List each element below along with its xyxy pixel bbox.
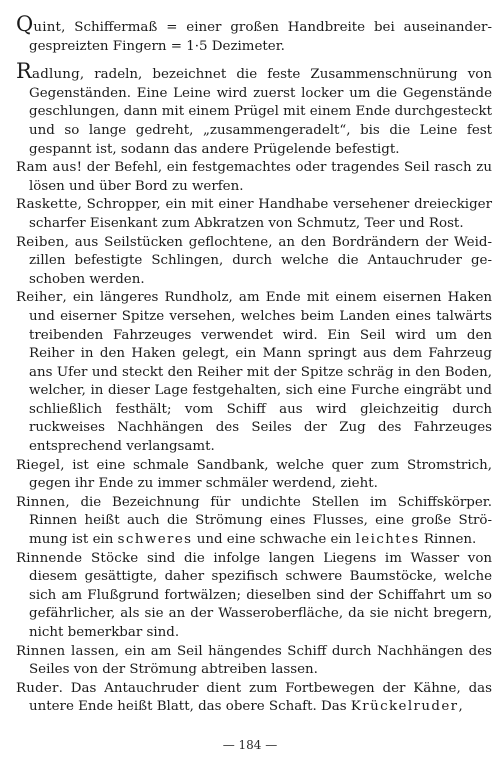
headword-rinnen: Rinnen bbox=[16, 494, 66, 510]
entry-quint: Quint, Schiffermaß = einer großen Handbreite bei auseinandergespreizten Fingern = 1·5 Dezimeter. bbox=[16, 12, 492, 54]
headword-ram-aus: Ram aus! bbox=[16, 160, 83, 176]
page-number: — 184 — bbox=[222, 738, 278, 752]
headword-raskette: Raskette bbox=[16, 197, 78, 213]
entry-ruder: Ruder. Das Antauchruder dient zum Fortbewegen der Kähne, das untere Ende heißt Blatt, das obere Schaft. Das Krückelruder, bbox=[16, 680, 492, 715]
entry-raskette: Raskette, Schropper, ein mit einer Handhabe versehener dreieckiger scharfer Eisenkant zum Abkratzen von Schmutz, Teer und Rost. bbox=[16, 197, 492, 231]
entry-ram-aus: Ram aus! der Befehl, ein festgemachtes oder tragendes Seil rasch zu lösen und über Bord zu werfen. bbox=[16, 160, 492, 194]
headword-rinnende-stoecke: Rinnende Stöcke bbox=[16, 550, 139, 566]
dictionary-page bbox=[16, 12, 493, 717]
emphasis-schweres: schweres bbox=[117, 532, 193, 548]
emphasis-leichtes: leichtes bbox=[355, 532, 420, 548]
headword-reiben: Reiben bbox=[16, 234, 65, 250]
entry-rinnen: Rinnen, die Bezeichnung für undichte Stellen im Schiffskörper. Rinnen heißt auch die Strömung eines Flusses, eine große Strömung ist ein schweres und eine schwache ein leichtes Rinnen. bbox=[16, 494, 492, 548]
headword-quint: Quint bbox=[16, 12, 62, 36]
entry-reiher: Reiher, ein längeres Rundholz, am Ende mit einem eisernen Haken und eiserner Spitze versehen, welches beim Landen eines talwärts treibenden Fahrzeuges verwendet wird. Ein Seil wird um den Reiher in den Haken gelegt, ein Mann springt aus dem Fahrzeug ans Ufer und steckt den Reiher mit der Spitze schräg in den Boden, welcher, in dieser Lage festgehalten, sich eine Furche eingräbt und schließlich festhält; vom Schiff aus wird gleichzeitig durch ruckweises Nachhängen des Seiles der Zug des Fahrzeuges entsprechend verlangsamt. bbox=[16, 290, 492, 455]
emphasis-krueckelruder: Krückelruder bbox=[350, 699, 459, 715]
headword-reiher: Reiher bbox=[16, 290, 63, 306]
headword-radlung: Radlung bbox=[16, 59, 80, 84]
entry-riegel: Riegel, ist eine schmale Sandbank, welche quer zum Stromstrich, gegen ihr Ende zu immer schmäler werdend, zieht. bbox=[16, 457, 492, 492]
headword-rinnen-lassen: Rinnen lassen bbox=[16, 643, 115, 659]
entry-radlung: Radlung, radeln, bezeichnet die feste Zusammenschnürung von Gegenständen. Eine Leine wird zuerst locker um die Gegenstände geschlungen, dann mit einem Prügel mit einem Ende durchgesteckt und so lange gedreht, „zusammengeradelt“, bis die Leine fest gespannt ist, sodann das andere Prügelende befestigt. bbox=[16, 59, 492, 157]
headword-ruder: Ruder bbox=[16, 680, 59, 696]
entry-rinnen-lassen: Rinnen lassen, ein am Seil hängendes Schiff durch Nachhängen des Seiles von der Strömung abtreiben lassen. bbox=[16, 643, 493, 678]
entry-reiben: Reiben, aus Seilstücken geflochtene, an den Bordrändern der Weidzillen befestigte Schlingen, durch welche die Antauchruder geschoben werden. bbox=[16, 234, 492, 287]
entry-rinnende-stoecke: Rinnende Stöcke sind die infolge langen Liegens im Wasser von diesem gesättigte, daher spezifisch schwere Baumstöcke, welche sich am Flußgrund fortwälzen; dieselben sind der Schiffahrt um so gefährlicher, als sie an der Wasseroberfläche, da sie nicht bregern, nicht bemerkbar sind. bbox=[16, 550, 493, 640]
headword-riegel: Riegel bbox=[16, 457, 61, 473]
